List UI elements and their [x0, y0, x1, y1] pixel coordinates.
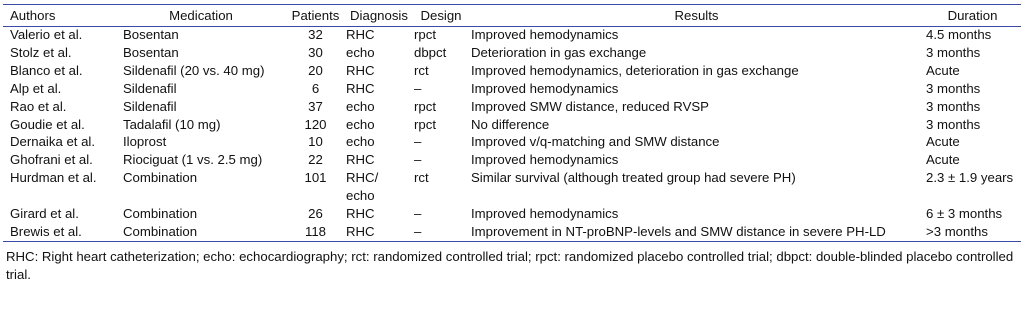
table-row: [3, 62, 1021, 80]
table-row: [3, 133, 1021, 151]
table-container: [3, 4, 1021, 242]
cell-medication: Tadalafil (10 mg): [123, 116, 221, 132]
cell-authors: Hurdman et al.: [10, 170, 97, 186]
header-patients: Patients: [291, 8, 340, 23]
header-rule: [3, 26, 1021, 27]
table-row: [3, 44, 1021, 62]
table-row: [3, 151, 1021, 169]
cell-results: Improved hemodynamics, deterioration in gas exchange: [471, 62, 799, 78]
cell-diagnosis: RHC: [346, 206, 375, 222]
cell-medication: Riociguat (1 vs. 2.5 mg): [123, 152, 263, 168]
cell-duration: 3 months: [926, 116, 981, 132]
cell-medication: Sildenafil: [123, 80, 177, 96]
cell-design: rpct: [414, 27, 436, 42]
cell-patients: 10: [308, 134, 323, 150]
cell-medication: Bosentan: [123, 44, 179, 60]
cell-medication: Sildenafil (20 vs. 40 mg): [123, 62, 265, 78]
cell-diagnosis: echo: [346, 116, 375, 132]
cell-medication: Sildenafil: [123, 98, 177, 114]
cell-medication: Iloprost: [123, 134, 167, 150]
cell-diagnosis: RHC: [346, 62, 375, 78]
cell-authors: Goudie et al.: [10, 116, 85, 132]
cell-results: Improved hemodynamics: [471, 27, 619, 42]
cell-duration: 2.3 ± 1.9 years: [926, 170, 1014, 186]
cell-design: rct: [414, 170, 429, 186]
cell-medication: Combination: [123, 206, 198, 222]
cell-duration: >3 months: [926, 223, 988, 239]
cell-patients: 120: [304, 116, 327, 132]
cell-design: –: [414, 206, 422, 222]
header-diagnosis: Diagnosis: [350, 8, 408, 23]
header-duration: Duration: [947, 8, 998, 23]
cell-patients: 6: [311, 80, 320, 96]
cell-duration: 4.5 months: [926, 27, 992, 42]
cell-diagnosis: RHC: [346, 152, 375, 168]
header-row: [3, 5, 1021, 26]
cell-duration: Acute: [926, 134, 960, 150]
cell-authors: Valerio et al.: [10, 27, 83, 42]
cell-results: Similar survival (although treated group had severe PH): [471, 170, 796, 186]
cell-authors: Blanco et al.: [10, 62, 83, 78]
header-medication: Medication: [169, 8, 233, 23]
cell-results: Improved SMW distance, reduced RVSP: [471, 98, 709, 114]
cell-diagnosis: RHC: [346, 27, 375, 42]
cell-authors: Ghofrani et al.: [10, 152, 93, 168]
cell-patients: 118: [304, 223, 327, 239]
table-footnote: RHC: Right heart catheterization; echo: echocardiography; rct: randomized controlled trial; rpct: randomized placebo controlled trial; dbpct: double-blinded placebo controlled trial.: [6, 249, 1014, 282]
cell-results: Improved v/q-matching and SMW distance: [471, 134, 720, 150]
cell-results: Improved hemodynamics: [471, 206, 619, 222]
cell-authors: Dernaika et al.: [10, 134, 96, 150]
cell-results: Improved hemodynamics: [471, 152, 619, 168]
cell-patients: 101: [304, 170, 327, 186]
table-row: [3, 26, 1021, 44]
cell-diagnosis: echo: [346, 134, 375, 150]
cell-design: –: [414, 223, 422, 239]
cell-design: dbpct: [414, 44, 447, 60]
cell-duration: Acute: [926, 62, 960, 78]
cell-patients: 30: [308, 44, 323, 60]
cell-patients: 20: [308, 62, 323, 78]
cell-authors: Alp et al.: [10, 80, 62, 96]
cell-duration: 3 months: [926, 80, 981, 96]
table-row: [3, 205, 1021, 223]
cell-medication: Bosentan: [123, 27, 179, 42]
cell-design: –: [414, 134, 422, 150]
cell-medication: Combination: [123, 170, 198, 186]
cell-diagnosis: echo: [346, 98, 375, 114]
cell-patients: 37: [308, 98, 323, 114]
cell-design: rpct: [414, 98, 436, 114]
cell-results: Deterioration in gas exchange: [471, 44, 647, 60]
table-row: [3, 169, 1021, 205]
cell-medication: Combination: [123, 223, 198, 239]
cell-duration: 3 months: [926, 98, 981, 114]
cell-diagnosis: RHC: [346, 80, 375, 96]
studies-table: [3, 5, 1021, 241]
cell-diagnosis: echo: [346, 44, 375, 60]
cell-design: rct: [414, 62, 429, 78]
table-row: [3, 98, 1021, 116]
cell-diagnosis: [345, 169, 413, 205]
cell-design: –: [414, 152, 422, 168]
cell-authors: Brewis et al.: [10, 223, 82, 239]
table-row: [3, 80, 1021, 98]
cell-duration: 6 ± 3 months: [926, 206, 1003, 222]
cell-results: No difference: [471, 116, 550, 132]
cell-authors: Girard et al.: [10, 206, 79, 222]
bottom-rule: [3, 241, 1021, 242]
table-row: [3, 116, 1021, 134]
table-row: [3, 223, 1021, 241]
cell-design: –: [414, 80, 422, 96]
cell-results: Improved hemodynamics: [471, 80, 619, 96]
cell-authors: Stolz et al.: [10, 44, 72, 60]
cell-duration: Acute: [926, 152, 960, 168]
header-results: Results: [674, 8, 719, 23]
cell-patients: 26: [308, 206, 323, 222]
cell-authors: Rao et al.: [10, 98, 67, 114]
cell-duration: 3 months: [926, 44, 981, 60]
header-authors: Authors: [10, 8, 56, 23]
cell-patients: 22: [308, 152, 323, 168]
cell-diagnosis-text: RHC/ echo: [346, 170, 379, 204]
cell-results: Improvement in NT-proBNP-levels and SMW distance in severe PH-LD: [471, 223, 886, 239]
cell-patients: 32: [308, 27, 323, 42]
header-design: Design: [420, 8, 462, 23]
cell-design: rpct: [414, 116, 436, 132]
cell-diagnosis: RHC: [346, 223, 375, 239]
